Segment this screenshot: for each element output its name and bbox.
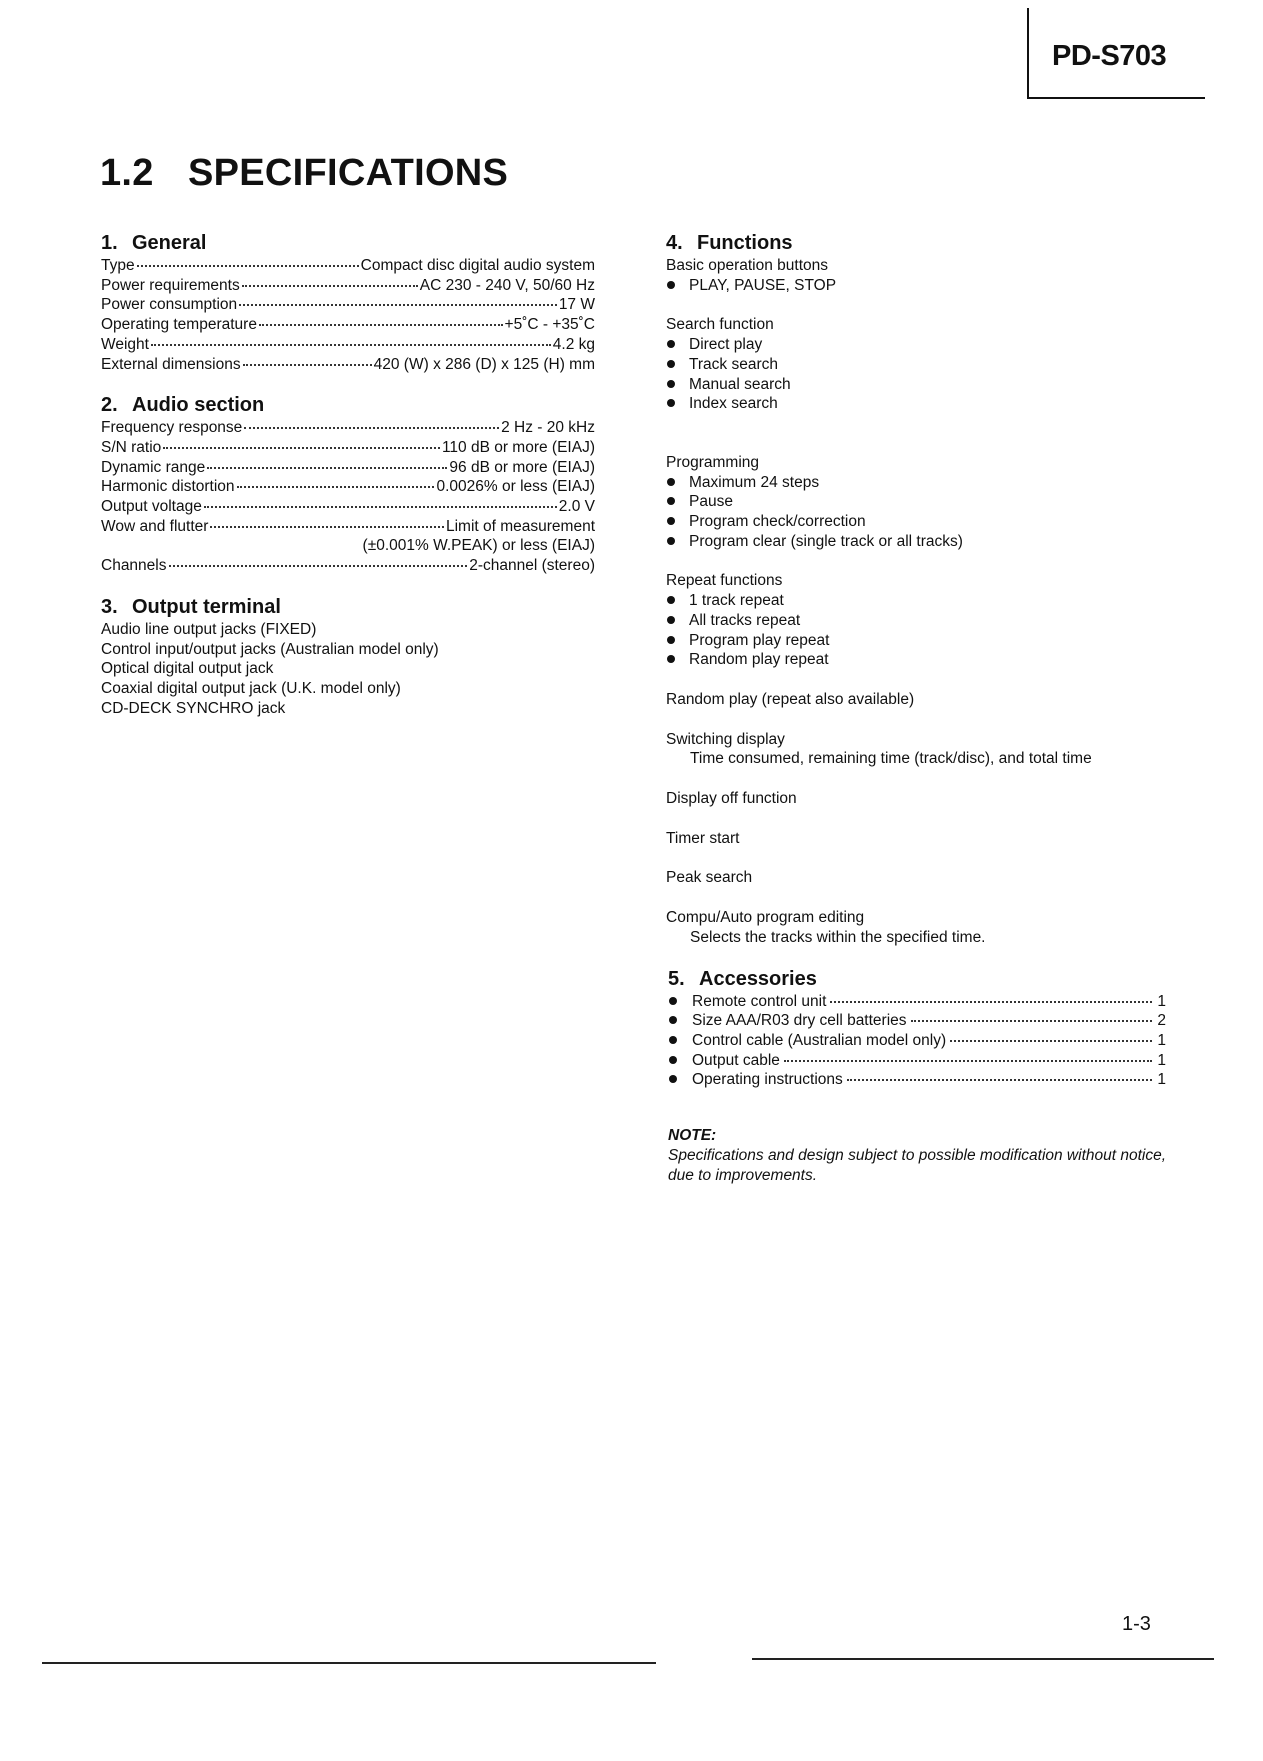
- bullet-icon: [666, 335, 689, 355]
- section-heading: 2. Audio section: [101, 394, 265, 417]
- bullet-item: Program check/correction: [666, 512, 1166, 532]
- page-title-number: 1.2: [100, 152, 154, 194]
- function-group-heading: Search function: [666, 316, 774, 334]
- accessory-row: Remote control unit 1: [668, 992, 1166, 1012]
- list-item: Coaxial digital output jack (U.K. model only): [101, 679, 401, 697]
- bullet-item: Program play repeat: [666, 631, 1166, 651]
- bullet-icon: [668, 1070, 692, 1090]
- list-item: Optical digital output jack: [101, 660, 274, 678]
- bullet-icon: [668, 1051, 692, 1071]
- section-accessories: [666, 966, 1166, 1091]
- model-number: PD-S703: [1052, 40, 1167, 72]
- spec-row: Power consumption 17 W: [101, 296, 595, 314]
- page-title: [100, 152, 508, 195]
- spec-row: Weight 4.2 kg: [101, 335, 595, 353]
- list-item: Control input/output jacks (Australian model only): [101, 640, 439, 658]
- bullet-icon: [666, 650, 689, 670]
- spec-row: Output voltage 2.0 V: [101, 498, 595, 516]
- bullet-item: Index search: [666, 394, 1166, 414]
- bullet-item: Manual search: [666, 375, 1166, 395]
- spec-row: Harmonic distortion 0.0026% or less (EIAJ): [101, 478, 595, 496]
- accessory-row: Output cable 1: [668, 1051, 1166, 1071]
- bullet-icon: [666, 532, 689, 552]
- bullet-item: Program clear (single track or all tracks): [666, 532, 1166, 552]
- spec-row: External dimensions 420 (W) x 286 (D) x 125 (H) mm: [101, 355, 595, 373]
- function-peak-search: Peak search: [666, 869, 753, 887]
- left-column: [101, 230, 595, 718]
- bullet-icon: [666, 631, 689, 651]
- function-detail: Time consumed, remaining time (track/disc), and total time: [690, 750, 1092, 768]
- bullet-item: All tracks repeat: [666, 611, 1166, 631]
- section-heading: 4. Functions: [666, 232, 793, 254]
- spec-row: Dynamic range 96 dB or more (EIAJ): [101, 458, 595, 476]
- section-heading: 1. General: [101, 232, 207, 254]
- function-group-heading: Basic operation buttons: [666, 257, 828, 274]
- bullet-item: Pause: [666, 492, 1166, 512]
- note-title: NOTE:: [668, 1127, 717, 1144]
- bullet-icon: [666, 492, 689, 512]
- bullet-item: 1 track repeat: [666, 591, 1166, 611]
- accessory-row: Control cable (Australian model only) 1: [668, 1031, 1166, 1051]
- bullet-item: PLAY, PAUSE, STOP: [666, 276, 1166, 296]
- page-number: 1-3: [1122, 1613, 1151, 1635]
- note-block: [668, 1126, 1168, 1186]
- footer-divider: [42, 1662, 656, 1664]
- bullet-item: Random play repeat: [666, 650, 1166, 670]
- function-group-heading: Repeat functions: [666, 572, 783, 590]
- right-column: [666, 230, 1166, 1090]
- bullet-icon: [666, 591, 689, 611]
- bullet-icon: [666, 355, 689, 375]
- bullet-icon: [666, 375, 689, 395]
- spec-row-continuation: (±0.001% W.PEAK) or less (EIAJ): [362, 537, 595, 555]
- spec-row: Wow and flutter Limit of measurement: [101, 517, 595, 535]
- bullet-icon: [668, 992, 692, 1012]
- function-display-off: Display off function: [666, 790, 797, 808]
- spec-row: Operating temperature +5˚C - +35˚C: [101, 316, 595, 334]
- function-detail: Selects the tracks within the specified time.: [690, 928, 986, 946]
- list-item: CD-DECK SYNCHRO jack: [101, 699, 286, 717]
- section-heading: 3. Output terminal: [101, 595, 281, 618]
- spec-row: Frequency response 2 Hz - 20 kHz: [101, 419, 595, 437]
- function-timer-start: Timer start: [666, 829, 740, 847]
- bullet-icon: [666, 394, 689, 414]
- spec-row: Type Compact disc digital audio system: [101, 257, 595, 274]
- section-general: [101, 230, 595, 374]
- spec-row: Channels 2-channel (stereo): [101, 557, 595, 575]
- function-group-heading: Switching display: [666, 730, 785, 748]
- section-audio: [101, 392, 595, 576]
- function-random-play: Random play (repeat also available): [666, 690, 915, 708]
- function-group-heading: Compu/Auto program editing: [666, 909, 865, 927]
- bullet-icon: [666, 512, 689, 532]
- bullet-icon: [666, 611, 689, 631]
- section-heading: 5. Accessories: [668, 967, 817, 990]
- accessory-row: Operating instructions 1: [668, 1070, 1166, 1090]
- bullet-item: Direct play: [666, 335, 1166, 355]
- spec-row: S/N ratio 110 dB or more (EIAJ): [101, 438, 595, 456]
- bullet-icon: [668, 1011, 692, 1031]
- bullet-icon: [666, 276, 689, 296]
- bullet-icon: [668, 1031, 692, 1051]
- note-body: Specifications and design subject to possible modification without notice, due to improvements.: [668, 1147, 1167, 1184]
- bullet-item: Track search: [666, 355, 1166, 375]
- accessory-row: Size AAA/R03 dry cell batteries 2: [668, 1011, 1166, 1031]
- function-group-heading: Programming: [666, 453, 760, 471]
- page-title-text: SPECIFICATIONS: [188, 152, 509, 194]
- footer-divider: [752, 1658, 1214, 1660]
- bullet-icon: [666, 473, 689, 493]
- spec-row: Power requirements AC 230 - 240 V, 50/60 Hz: [101, 276, 595, 294]
- section-functions: [666, 230, 1166, 948]
- bullet-item: Maximum 24 steps: [666, 473, 1166, 493]
- section-output-terminal: [101, 594, 595, 719]
- list-item: Audio line output jacks (FIXED): [101, 620, 317, 638]
